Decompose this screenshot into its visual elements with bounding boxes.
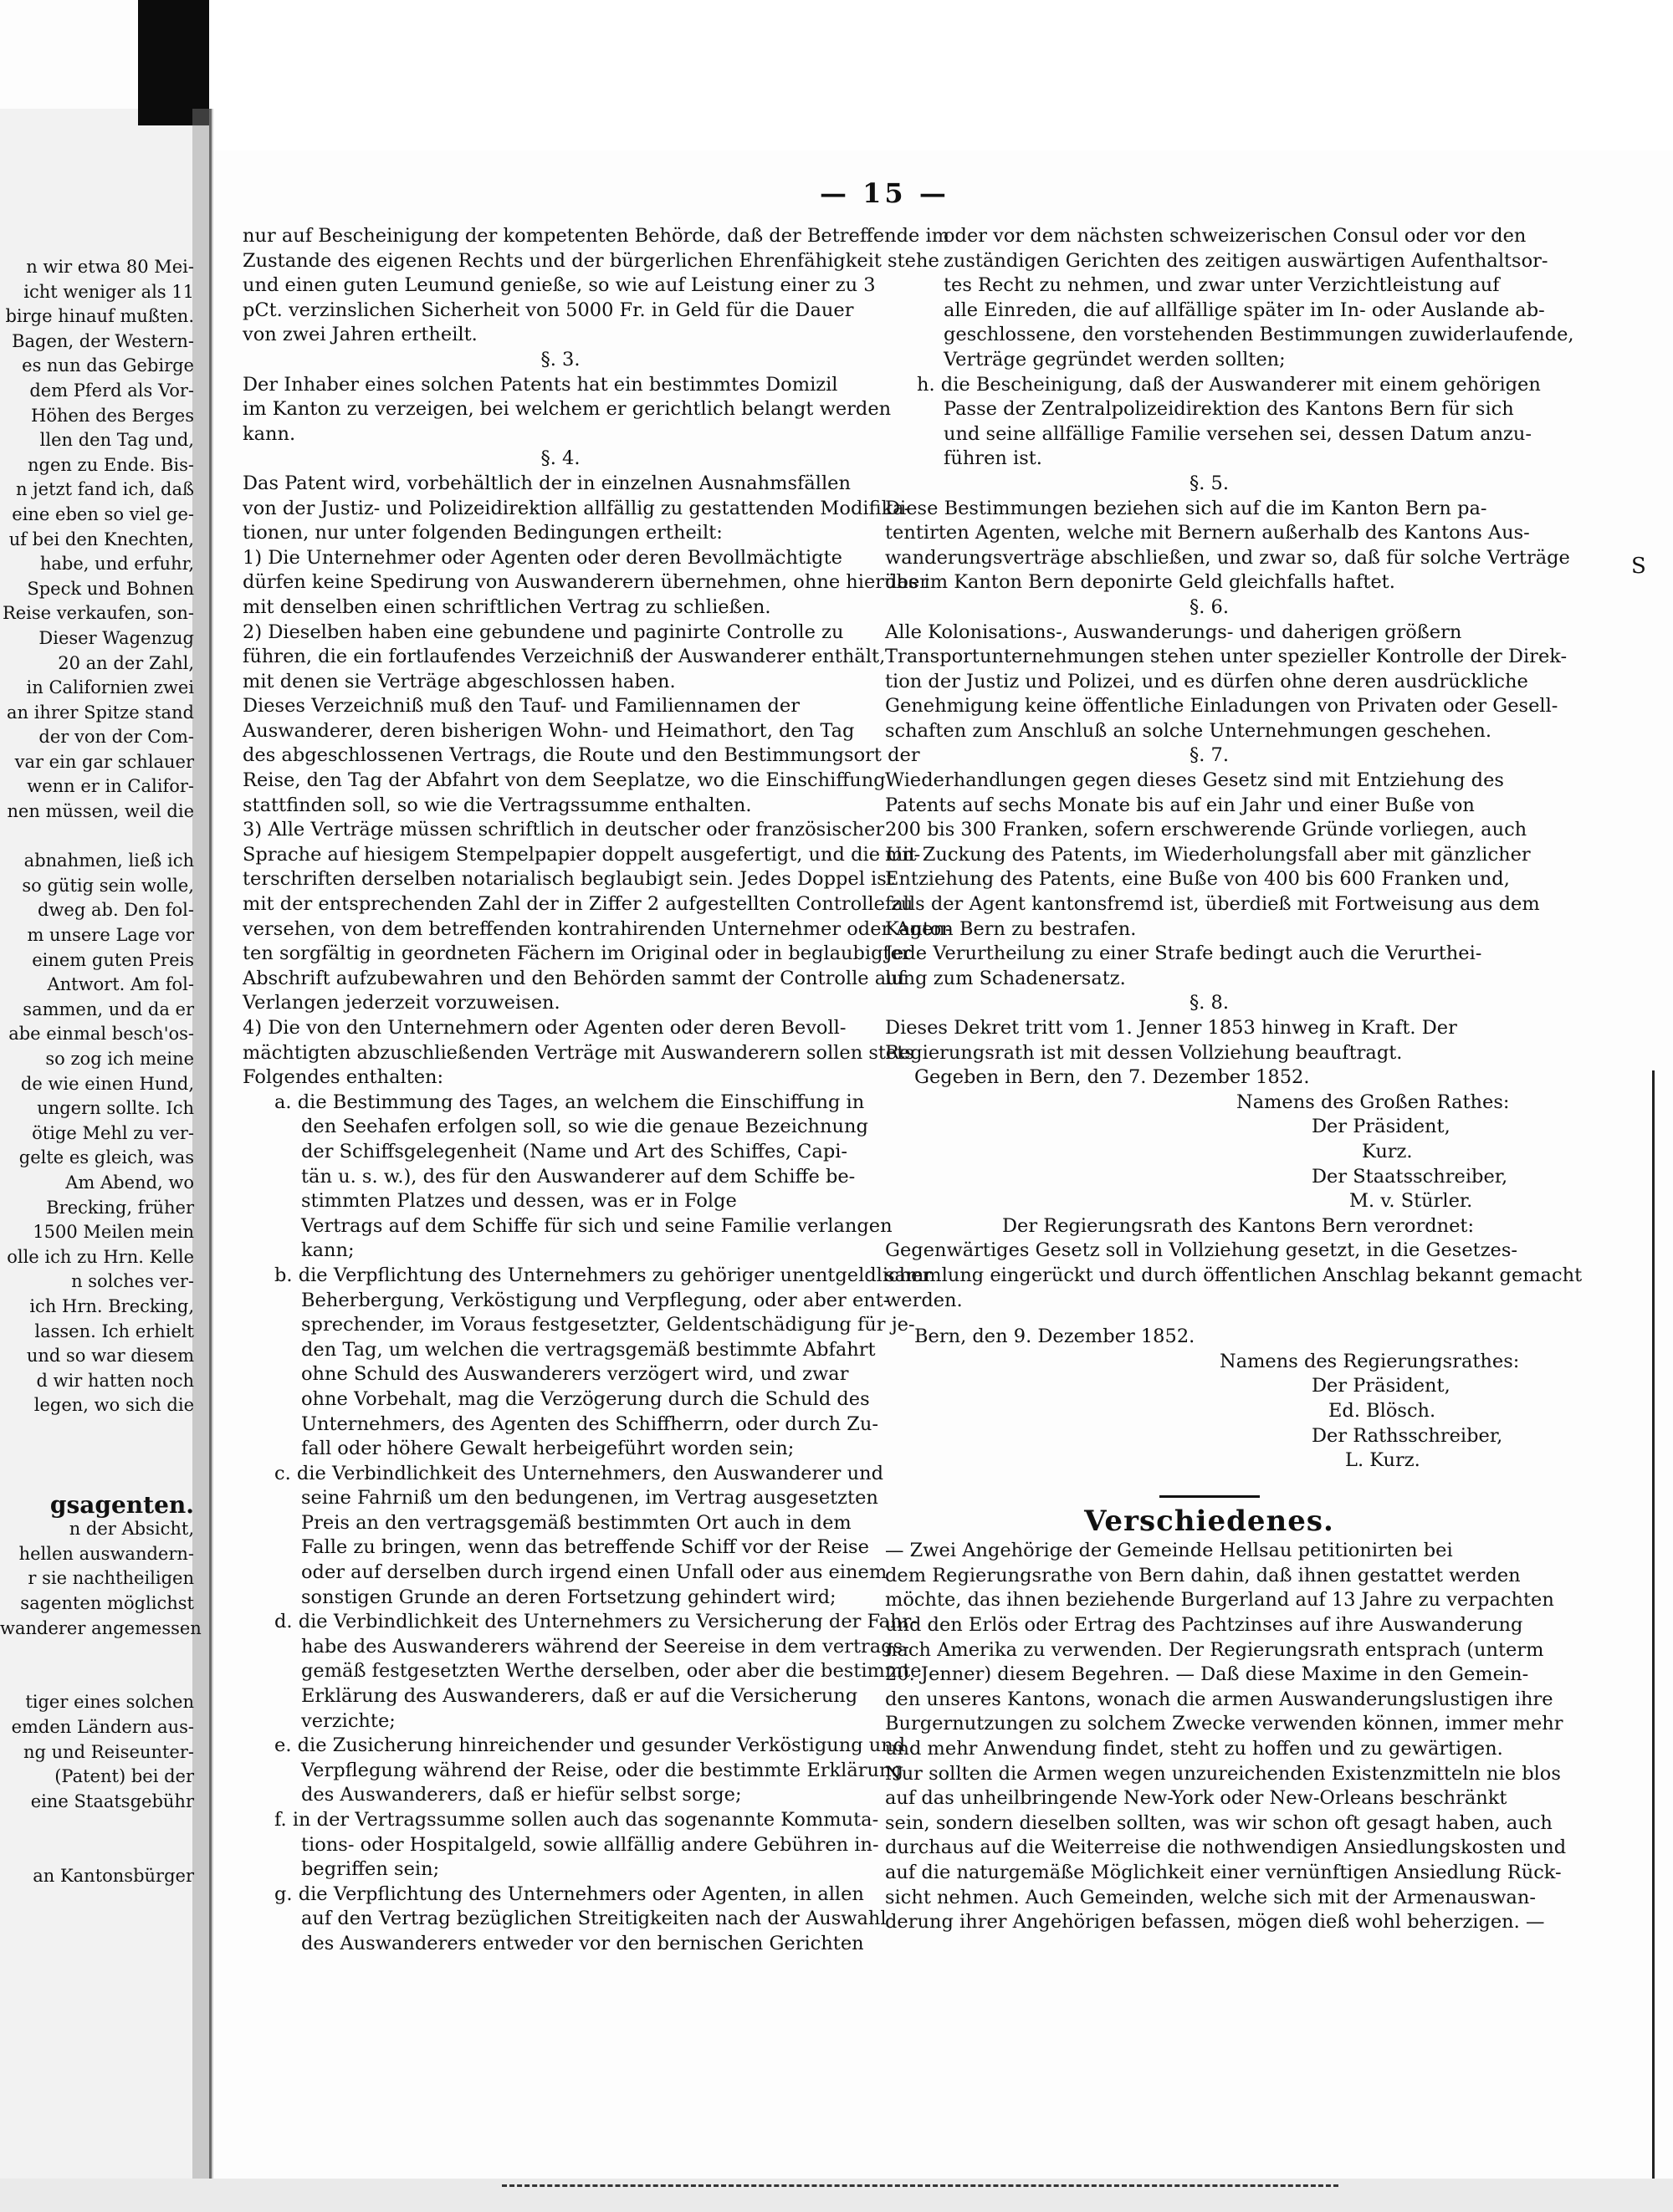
list-item-line: des Auswanderers entweder vor den bernischen Gerichten bbox=[301, 1932, 864, 1954]
list-item-line: den Tag, um welchen die vertragsgemäß bestimmte Abfahrt bbox=[301, 1338, 876, 1361]
fragment-line: olle ich zu Hrn. Kelle bbox=[7, 1246, 194, 1267]
fragment-line: eine eben so viel ge- bbox=[12, 503, 194, 524]
gutter-edge bbox=[192, 109, 213, 2212]
date-line: Bern, den 9. Dezember 1852. bbox=[914, 1326, 1195, 1348]
fragment-line: Speck und Bohnen bbox=[27, 578, 194, 599]
fragment-line: ötige Mehl zu ver- bbox=[32, 1122, 194, 1143]
fragment-line: d wir hatten noch bbox=[36, 1370, 194, 1391]
fragment-line: emden Ländern aus- bbox=[11, 1717, 194, 1738]
text-line: Kanton Bern zu bestrafen. bbox=[885, 917, 1137, 940]
signature-role: Der Rathsschreiber, bbox=[1312, 1424, 1503, 1447]
text-line: Auswanderer, deren bisherigen Wohn- und Heimathort, den Tag bbox=[243, 719, 855, 742]
text-line: mit der entsprechenden Zahl der in Ziffer 2 aufgestellten Controlle zu bbox=[243, 893, 913, 916]
text-line: mit denselben einen schriftlichen Vertrag zu schließen. bbox=[243, 595, 771, 618]
text-line: möchte, das ihnen beziehende Burgerland auf 13 Jahre zu verpachten bbox=[885, 1589, 1554, 1612]
list-item-line: b. die Verpflichtung des Unternehmers zu gehöriger unentgeldlicher bbox=[274, 1264, 932, 1286]
section-heading: §. 5. bbox=[1189, 472, 1230, 494]
fragment-line bbox=[0, 1418, 194, 1443]
section-divider bbox=[1159, 1495, 1260, 1498]
list-item-line: Preis an den vertragsgemäß bestimmten Ort auch in dem bbox=[301, 1511, 852, 1534]
list-item-line: geschlossene, den vorstehenden Bestimmungen zuwiderlaufende, bbox=[944, 324, 1574, 346]
fragment-line: legen, wo sich die bbox=[33, 1395, 194, 1416]
list-item-line: fall oder höhere Gewalt herbeigeführt worden sein; bbox=[301, 1438, 795, 1460]
text-line: Alle Kolonisations-, Auswanderungs- und daherigen größern bbox=[885, 621, 1462, 643]
fragment-line bbox=[0, 1666, 194, 1691]
text-line: Jede Verurtheilung zu einer Strafe bedingt auch die Verurthei- bbox=[885, 943, 1482, 965]
list-item-line: Passe der Zentralpolizeidirektion des Kantons Bern für sich bbox=[944, 398, 1514, 421]
list-item-line: c. die Verbindlichkeit des Unternehmers, den Auswanderer und bbox=[274, 1462, 883, 1484]
text-line: ten sorgfältig in geordneten Fächern im Original oder in beglaubigter bbox=[243, 943, 911, 965]
list-item-line: tions- oder Hospitalgeld, sowie allfällig andere Gebühren in- bbox=[301, 1833, 879, 1856]
text-line: sicht nehmen. Auch Gemeinden, welche sich mit der Armenauswan- bbox=[885, 1886, 1536, 1908]
list-item-line: f. in der Vertragssumme sollen auch das sogenannte Kommuta- bbox=[274, 1809, 879, 1831]
fragment-line: in Californien zwei bbox=[26, 677, 194, 698]
text-line: dem Regierungsrathe von Bern dahin, daß ihnen gestattet werden bbox=[885, 1564, 1521, 1586]
list-item-line: gemäß festgesetzten Werthe derselben, oder aber die bestimmte bbox=[301, 1660, 922, 1683]
text-line: Zustande des eigenen Rechts und der bürgerlichen Ehrenfähigkeit stehe bbox=[243, 249, 939, 272]
binding-shadow bbox=[138, 0, 209, 125]
text-line: lung zum Schadenersatz. bbox=[885, 967, 1126, 989]
list-item-line: e. die Zusicherung hinreichender und gesunder Verköstigung und bbox=[274, 1734, 906, 1757]
text-line: — Zwei Angehörige der Gemeinde Hellsau petitionirten bei bbox=[885, 1540, 1453, 1562]
text-line: Der Regierungsrath des Kantons Bern verordnet: bbox=[1002, 1214, 1475, 1237]
fragment-line: abnahmen, ließ ich bbox=[23, 851, 194, 871]
text-line: wanderungsverträge abschließen, und zwar so, daß für solche Verträge bbox=[885, 546, 1570, 569]
fragment-line bbox=[0, 1468, 194, 1493]
fragment-line: Bagen, der Western- bbox=[12, 330, 194, 351]
text-line: 2) Dieselben haben eine gebundene und paginirte Controlle zu bbox=[243, 621, 844, 643]
text-line: Diese Bestimmungen beziehen sich auf die im Kanton Bern pa- bbox=[885, 497, 1487, 519]
fragment-line: ng und Reiseunter- bbox=[23, 1741, 194, 1762]
fragment-line: Reise verkaufen, son- bbox=[2, 603, 194, 624]
fragment-line: so gütig sein wolle, bbox=[22, 875, 194, 896]
fragment-line: an Kantonsbürger bbox=[33, 1865, 194, 1886]
fragment-line: m unsere Lage vor bbox=[27, 925, 194, 946]
text-line: 200 bis 300 Franken, sofern erschwerende Gründe vorliegen, auch bbox=[885, 819, 1527, 841]
fragment-line: 20 an der Zahl, bbox=[58, 652, 194, 673]
fragment-line: ich Hrn. Brecking, bbox=[29, 1295, 194, 1316]
section-heading: §. 7. bbox=[1189, 744, 1230, 767]
text-line: den unseres Kantons, wonach die armen Auswanderungslustigen ihre bbox=[885, 1688, 1553, 1710]
text-line: Reise, den Tag der Abfahrt von dem Seeplatze, wo die Einschiffung bbox=[243, 769, 886, 792]
text-line: derung ihrer Angehörigen befassen, mögen dieß wohl beherzigen. — bbox=[885, 1911, 1545, 1934]
list-item-line: sprechender, im Voraus festgesetzter, Geldentschädigung für je- bbox=[301, 1314, 915, 1336]
fragment-line: abe einmal besch'os- bbox=[8, 1024, 194, 1045]
fragment-line: Antwort. Am fol- bbox=[47, 974, 194, 995]
signature-role: Der Präsident, bbox=[1312, 1116, 1450, 1138]
list-item-line: den Seehafen erfolgen soll, so wie die genaue Bezeichnung bbox=[301, 1116, 868, 1138]
fragment-line: de wie einen Hund, bbox=[20, 1073, 194, 1094]
fragment-line: an ihrer Spitze stand bbox=[7, 702, 194, 723]
text-line: Dieses Dekret tritt vom 1. Jenner 1853 hinweg in Kraft. Der bbox=[885, 1017, 1457, 1039]
fragment-line: gsagenten. bbox=[49, 1490, 194, 1519]
list-item-line: Verträge gegründet werden sollten; bbox=[944, 348, 1286, 370]
list-item-line: habe des Auswanderers während der Seereise in dem vertrags- bbox=[301, 1635, 909, 1658]
signature-title: Namens des Regierungsrathes: bbox=[1220, 1350, 1520, 1372]
list-item-line: der Schiffsgelegenheit (Name und Art des Schiffes, Capi- bbox=[301, 1140, 848, 1162]
fragment-line: n der Absicht, bbox=[69, 1519, 194, 1540]
fragment-line bbox=[0, 1641, 194, 1666]
text-line: Genehmigung keine öffentliche Einladungen von Privaten oder Gesell- bbox=[885, 695, 1558, 718]
fragment-line: tiger eines solchen bbox=[25, 1692, 194, 1713]
text-line: Sprache auf hiesigem Stempelpapier doppelt ausgefertigt, und die Un- bbox=[243, 843, 921, 866]
list-item-line: auf den Vertrag bezüglichen Streitigkeiten nach der Auswahl bbox=[301, 1908, 887, 1930]
text-line: 4) Die von den Unternehmern oder Agenten oder deren Bevoll- bbox=[243, 1017, 847, 1039]
list-item-line: a. die Bestimmung des Tages, an welchem die Einschiffung in bbox=[274, 1091, 865, 1113]
signature-role: Der Staatsschreiber, bbox=[1312, 1165, 1508, 1188]
list-item-line: Vertrags auf dem Schiffe für sich und seine Familie verlangen bbox=[301, 1214, 893, 1237]
list-item-line: des Auswanderers, daß er hiefür selbst sorge; bbox=[301, 1784, 742, 1806]
text-line: falls der Agent kantonsfremd ist, überdieß mit Fortweisung aus dem bbox=[885, 893, 1540, 916]
text-line: Wiederhandlungen gegen dieses Gesetz sind mit Entziehung des bbox=[885, 769, 1504, 792]
fragment-line bbox=[0, 1839, 194, 1864]
fragment-line: hellen auswandern- bbox=[18, 1543, 194, 1564]
fragment-line: (Patent) bei der bbox=[54, 1766, 194, 1787]
text-line: schaften zum Anschluß an solche Unternehmungen geschehen. bbox=[885, 719, 1492, 742]
fragment-line: n jetzt fand ich, daß bbox=[15, 479, 194, 500]
text-line: mächtigten abzuschließenden Verträge mit Auswanderern sollen stets bbox=[243, 1041, 914, 1064]
signature-role: Der Präsident, bbox=[1312, 1375, 1450, 1397]
page-edge-line bbox=[1652, 1070, 1655, 2212]
list-item-line: und seine allfällige Familie versehen sei, dessen Datum anzu- bbox=[944, 422, 1532, 445]
list-item-line: g. die Verpflichtung des Unternehmers oder Agenten, in allen bbox=[274, 1882, 864, 1905]
fragment-line: var ein gar schlauer bbox=[14, 751, 194, 772]
fragment-line: n solches ver- bbox=[71, 1271, 194, 1292]
text-line: auf die naturgemäße Möglichkeit einer vernünftigen Ansiedlung Rück- bbox=[885, 1862, 1562, 1883]
fragment-line: eine Staatsgebühr bbox=[30, 1791, 194, 1811]
top-margin bbox=[209, 0, 1673, 151]
text-line: Folgendes enthalten: bbox=[243, 1066, 444, 1089]
column-right bbox=[885, 224, 1583, 1935]
text-line: von der Justiz- und Polizeidirektion allfällig zu gestattenden Modifika- bbox=[243, 497, 911, 519]
page-number: — 15 — bbox=[820, 177, 949, 209]
text-line: 20. Jenner) diesem Begehren. — Daß diese Maxime in den Gemein- bbox=[885, 1663, 1529, 1686]
fragment-line: ngen zu Ende. Bis- bbox=[28, 454, 194, 475]
fragment-line: einem guten Preis bbox=[32, 949, 194, 970]
list-item-line: seine Fahrniß um den bedungenen, im Vertrag ausgesetzten bbox=[301, 1487, 878, 1510]
bottom-perforation bbox=[502, 2184, 1338, 2204]
text-line: Dieses Verzeichniß muß den Tauf- und Familiennamen der bbox=[243, 695, 800, 718]
text-line: und mehr Anwendung findet, steht zu hoffen und zu gewärtigen. bbox=[885, 1738, 1503, 1760]
text-line: tentirten Agenten, welche mit Bernern außerhalb des Kantons Aus- bbox=[885, 522, 1530, 544]
text-line: im Kanton zu verzeigen, bei welchem er gerichtlich belangt werden bbox=[243, 398, 892, 421]
text-line: Gegenwärtiges Gesetz soll in Vollziehung gesetzt, in die Gesetzes- bbox=[885, 1239, 1518, 1262]
fragment-line: wanderer angemessen bbox=[0, 1617, 202, 1638]
text-line: Burgernutzungen zu solchem Zwecke verwenden können, immer mehr bbox=[885, 1713, 1563, 1735]
fragment-line: Höhen des Berges bbox=[31, 405, 194, 426]
column-left bbox=[243, 224, 952, 1957]
fragment-line: Dieser Wagenzug bbox=[38, 627, 194, 648]
signature-name: M. v. Stürler. bbox=[1349, 1190, 1473, 1213]
fragment-line: 1500 Meilen mein bbox=[33, 1222, 194, 1243]
text-line: Patents auf sechs Monate bis auf ein Jahr und einer Buße von bbox=[885, 794, 1475, 816]
text-line: kann. bbox=[243, 422, 296, 445]
fragment-line: r sie nachtheiligen bbox=[28, 1568, 194, 1589]
fragment-line: so zog ich meine bbox=[45, 1049, 194, 1069]
fragment-line: gelte es gleich, was bbox=[18, 1147, 194, 1168]
left-page-fragment bbox=[0, 255, 202, 1888]
fragment-line: Am Abend, wo bbox=[65, 1172, 194, 1193]
text-line: von zwei Jahren ertheilt. bbox=[243, 324, 478, 346]
text-line: 1) Die Unternehmer oder Agenten oder deren Bevollmächtigte bbox=[243, 546, 842, 569]
signature-name: Kurz. bbox=[1362, 1140, 1413, 1162]
fragment-line bbox=[0, 825, 194, 850]
text-line: versehen, von dem betreffenden kontrahirenden Unternehmer oder Agen- bbox=[243, 917, 952, 940]
list-item-line: Beherbergung, Verköstigung und Verpflegung, oder aber ent- bbox=[301, 1289, 890, 1311]
signature-title: Namens des Großen Rathes: bbox=[1236, 1091, 1510, 1113]
fragment-line bbox=[0, 1443, 194, 1469]
list-item-line: Unternehmers, des Agenten des Schiffherrn, oder durch Zu- bbox=[301, 1413, 879, 1435]
list-item-line: d. die Verbindlichkeit des Unternehmers zu Versicherung der Fahr- bbox=[274, 1611, 918, 1633]
list-item-line: zuständigen Gerichten des zeitigen auswärtigen Aufenthaltsor- bbox=[944, 249, 1548, 272]
text-line: sein, sondern dieselben sollten, was wir schon oft gesagt haben, auch bbox=[885, 1811, 1553, 1834]
fragment-line: Brecking, früher bbox=[46, 1197, 194, 1218]
text-line: Abschrift aufzubewahren und den Behörden sammt der Controlle auf bbox=[243, 967, 905, 989]
fragment-line: es nun das Gebirge bbox=[22, 355, 194, 376]
list-item-line: begriffen sein; bbox=[301, 1858, 440, 1881]
text-line: Der Inhaber eines solchen Patents hat ein bestimmtes Domizil bbox=[243, 373, 838, 396]
fragment-line: icht weniger als 11 bbox=[23, 281, 194, 302]
list-item-line: führen ist. bbox=[944, 447, 1042, 470]
fragment-line: und so war diesem bbox=[26, 1346, 194, 1367]
fragment-line: sagenten möglichst bbox=[20, 1593, 194, 1614]
margin-mark: S bbox=[1631, 554, 1646, 579]
text-line: werden. bbox=[885, 1289, 963, 1311]
section-heading: §. 4. bbox=[540, 447, 581, 470]
text-line: terschriften derselben notarialisch beglaubigt sein. Jedes Doppel ist bbox=[243, 868, 894, 891]
text-line: mit denen sie Verträge abgeschlossen haben. bbox=[243, 670, 676, 692]
fragment-line: wenn er in Califor- bbox=[27, 776, 194, 797]
list-item-line: tes Recht zu nehmen, und zwar unter Verzichtleistung auf bbox=[944, 274, 1500, 297]
list-item-line: alle Einreden, die auf allfällige später im In- oder Auslande ab- bbox=[944, 299, 1545, 321]
fragment-line: lassen. Ich erhielt bbox=[34, 1321, 194, 1341]
section-heading: §. 3. bbox=[540, 348, 581, 370]
text-line: auf das unheilbringende New-York oder New-Orleans beschränkt bbox=[885, 1787, 1507, 1810]
fragment-line: n wir etwa 80 Mei- bbox=[26, 257, 194, 277]
text-line: dürfen keine Spedirung von Auswanderern übernehmen, ohne hierüber bbox=[243, 571, 929, 594]
text-line: führen, die ein fortlaufendes Verzeichniß der Auswanderer enthält, bbox=[243, 646, 886, 668]
text-line: des abgeschlossenen Vertrags, die Route und den Bestimmungsort der bbox=[243, 744, 920, 767]
fragment-line: dweg ab. Den fol- bbox=[38, 900, 194, 921]
list-item-line: verzichte; bbox=[301, 1709, 396, 1732]
list-item-line: ohne Schuld des Auswanderers verzögert wird, und zwar bbox=[301, 1363, 849, 1386]
fragment-line: habe, und erfuhr, bbox=[39, 554, 194, 575]
given-line: Gegeben in Bern, den 7. Dezember 1852. bbox=[914, 1066, 1310, 1089]
list-item-line: Falle zu bringen, wenn das betreffende Schiff vor der Reise bbox=[301, 1536, 869, 1559]
text-line: sammlung eingerückt und durch öffentlichen Anschlag bekannt gemacht bbox=[885, 1264, 1583, 1286]
list-item-line: Verpflegung während der Reise, oder die bestimmte Erklärung bbox=[301, 1759, 903, 1781]
section-heading: §. 6. bbox=[1189, 595, 1230, 618]
text-line: Verlangen jederzeit vorzuweisen. bbox=[243, 992, 560, 1014]
list-item-line: tän u. s. w.), des für den Auswanderer auf dem Schiffe be- bbox=[301, 1165, 856, 1188]
text-line: 3) Alle Verträge müssen schriftlich in deutscher oder französischer bbox=[243, 819, 885, 841]
fragment-line: nen müssen, weil die bbox=[7, 801, 194, 822]
fragment-line: llen den Tag und, bbox=[39, 430, 194, 451]
text-line: pCt. verzinslichen Sicherheit von 5000 Fr. in Geld für die Dauer bbox=[243, 299, 854, 321]
list-item-line: Erklärung des Auswanderers, daß er auf die Versicherung bbox=[301, 1685, 858, 1708]
text-line: und einen guten Leumund genieße, so wie auf Leistung einer zu 3 bbox=[243, 274, 876, 297]
list-item-line: stimmten Platzes und dessen, was er in Folge bbox=[301, 1190, 737, 1213]
text-line: nur auf Bescheinigung der kompetenten Behörde, daß der Betreffende im bbox=[243, 225, 950, 247]
text-line: Transportunternehmungen stehen unter spezieller Kontrolle der Direk- bbox=[885, 646, 1568, 668]
signature-name: L. Kurz. bbox=[1345, 1449, 1420, 1472]
text-line: Nur sollten die Armen wegen unzureichenden Existenzmitteln nie blos bbox=[885, 1762, 1561, 1785]
list-item-line: kann; bbox=[301, 1239, 355, 1262]
misc-heading: Verschiedenes. bbox=[1084, 1504, 1334, 1538]
list-item-line: ohne Vorbehalt, mag die Verzögerung durch die Schuld des bbox=[301, 1387, 870, 1410]
text-line: Das Patent wird, vorbehältlich der in einzelnen Ausnahmsfällen bbox=[243, 472, 851, 494]
text-line: und den Erlös oder Ertrag des Pachtzinses auf ihre Auswanderung bbox=[885, 1614, 1523, 1637]
text-line: durchaus auf die Weiterreise die nothwendigen Ansiedlungskosten und bbox=[885, 1837, 1567, 1859]
section-heading: §. 8. bbox=[1189, 992, 1230, 1014]
list-item-line: h. die Bescheinigung, daß der Auswanderer mit einem gehörigen bbox=[917, 373, 1541, 396]
fragment-line: ungern sollte. Ich bbox=[37, 1098, 194, 1119]
text-line: tion der Justiz und Polizei, und es dürfen ohne deren ausdrückliche bbox=[885, 670, 1528, 692]
text-line: tionen, nur unter folgenden Bedingungen ertheilt: bbox=[243, 522, 723, 544]
text-line: mit Zuckung des Patents, im Wiederholungsfall aber mit gänzlicher bbox=[885, 843, 1531, 866]
list-item-line: sonstigen Grunde an deren Fortsetzung gehindert wird; bbox=[301, 1586, 836, 1608]
fragment-line: birge hinauf mußten. bbox=[5, 306, 194, 327]
fragment-line: der von der Com- bbox=[38, 727, 194, 748]
list-item-line: oder vor dem nächsten schweizerischen Consul oder vor den bbox=[944, 225, 1527, 247]
fragment-line: dem Pferd als Vor- bbox=[29, 380, 194, 401]
text-line: stattfinden soll, so wie die Vertragssumme enthalten. bbox=[243, 794, 752, 816]
fragment-line: sammen, und da er bbox=[23, 999, 194, 1019]
text-line: nach Amerika zu verwenden. Der Regierungsrath entsprach (unterm bbox=[885, 1638, 1544, 1661]
text-line: das im Kanton Bern deponirte Geld gleichfalls haftet. bbox=[885, 571, 1395, 594]
fragment-line bbox=[0, 1814, 194, 1839]
text-line: Regierungsrath ist mit dessen Vollziehung beauftragt. bbox=[885, 1041, 1403, 1064]
list-item-line: oder auf derselben durch irgend einen Unfall oder aus einem bbox=[301, 1561, 888, 1584]
text-line: Entziehung des Patents, eine Buße von 400 bis 600 Franken und, bbox=[885, 868, 1510, 891]
signature-name: Ed. Blösch. bbox=[1328, 1399, 1436, 1422]
fragment-line: uf bei den Knechten, bbox=[8, 529, 194, 549]
